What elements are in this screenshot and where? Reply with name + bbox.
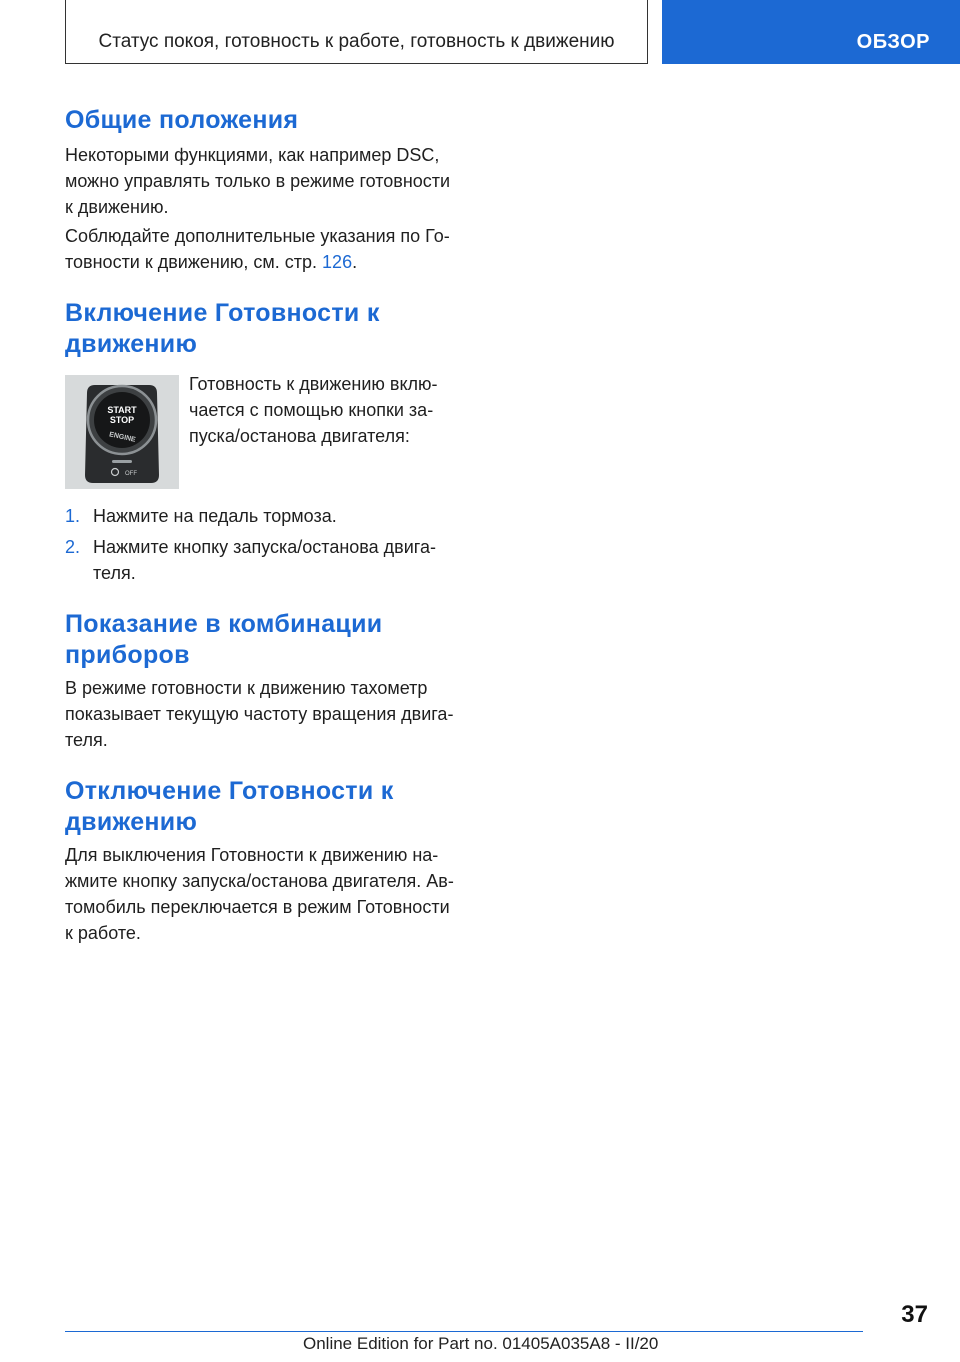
start-stop-button-image: [65, 375, 179, 489]
running-title: Статус покоя, готовность к работе, готовность к движению: [98, 30, 615, 52]
section-heading-line: движению: [65, 330, 198, 358]
text-line: чается с помощью кнопки за-: [189, 400, 434, 420]
text-line: Для выключения Готовности к движению на-: [65, 845, 439, 865]
text-line: Соблюдайте дополнительные указания по Го-: [65, 226, 450, 246]
section-heading: Общие положения: [65, 106, 299, 134]
list-item: [65, 534, 480, 586]
section-heading-line: приборов: [65, 641, 190, 669]
list-item: [65, 503, 480, 529]
footer-edition: Online Edition for Part no. 01405A035A8 - II/20: [303, 1334, 659, 1353]
list-text: Нажмите на педаль тормоза.: [93, 506, 337, 526]
text-line: В режиме готовности к движению тахометр: [65, 678, 428, 698]
section-heading-line: Показание в комбинации: [65, 610, 383, 638]
enable-intro: [189, 371, 480, 449]
text-line: к работе.: [65, 923, 141, 943]
disable-paragraph: [65, 842, 480, 946]
start-stop-button-illustration: [65, 375, 179, 489]
text-fragment: товности к движению, см. стр.: [65, 252, 323, 272]
text-line: пуска/останова двигателя:: [189, 426, 410, 446]
section-heading-line: движению: [65, 808, 198, 836]
list-number: 1.: [65, 506, 81, 526]
text-line: [65, 249, 480, 275]
list-number: 2.: [65, 537, 81, 557]
section-heading-line: Отключение Готовности к: [65, 777, 394, 805]
list-text: теля.: [93, 563, 136, 583]
text-line: можно управлять только в режиме готовности: [65, 171, 451, 191]
section-enable: [65, 298, 480, 360]
footer-divider: [65, 1331, 863, 1332]
display-paragraph: [65, 675, 480, 753]
page-number: 37: [901, 1301, 928, 1328]
section-general: [65, 105, 480, 136]
text-fragment: .: [352, 252, 358, 272]
section-disable: [65, 776, 480, 838]
text-line: Некоторыми функциями, как например DSC,: [65, 145, 440, 165]
section-display: [65, 609, 480, 671]
page-reference-link[interactable]: 126: [322, 252, 353, 272]
general-paragraph-2: [65, 223, 480, 275]
button-label-stop: STOP: [109, 415, 135, 425]
text-line: к движению.: [65, 197, 169, 217]
section-tab-label: ОБЗОР: [856, 30, 930, 53]
off-label: OFF: [125, 471, 137, 477]
text-line: теля.: [65, 730, 108, 750]
running-header: [65, 0, 648, 64]
text-line: томобиль переключается в режим Готовности: [65, 897, 450, 917]
text-line: Готовность к движению вклю-: [189, 374, 438, 394]
button-label-start: START: [107, 405, 137, 415]
text-line: показывает текущую частоту вращения двига-: [65, 704, 454, 724]
section-heading-line: Включение Готовности к: [65, 299, 380, 327]
general-paragraph-1: [65, 142, 480, 220]
button-label-engine: ENGINE: [108, 431, 137, 444]
list-text: Нажмите кнопку запуска/останова двига-: [93, 537, 436, 557]
text-line: жмите кнопку запуска/останова двигателя. Ав-: [65, 871, 454, 891]
section-tab[interactable]: [662, 0, 960, 64]
